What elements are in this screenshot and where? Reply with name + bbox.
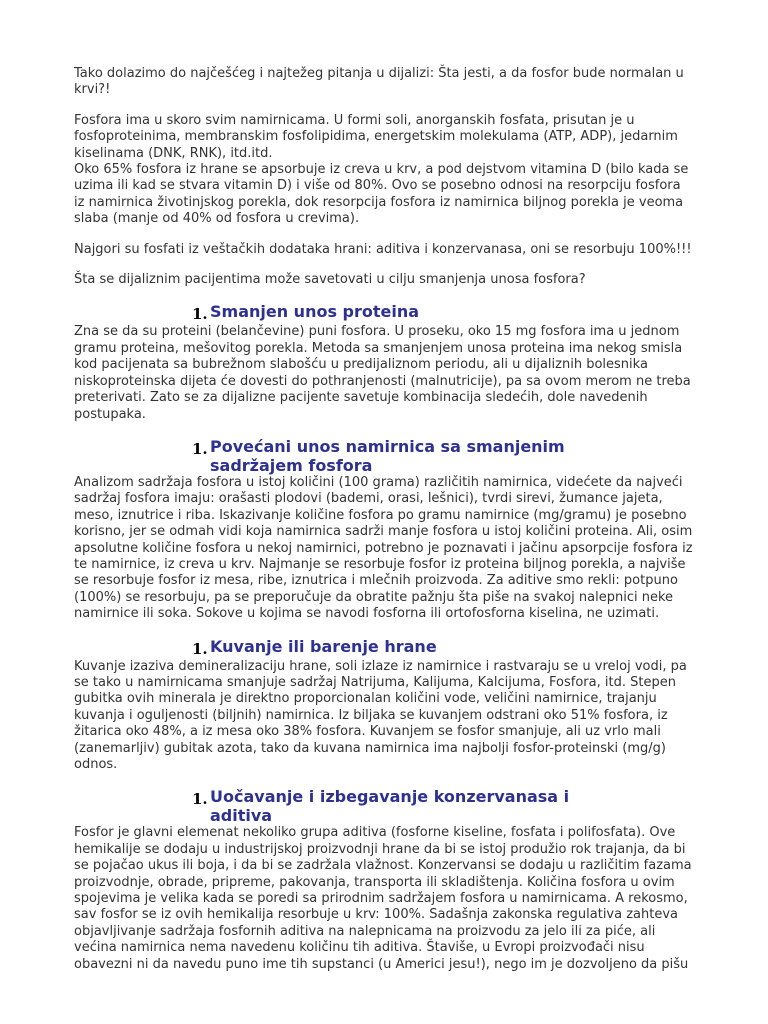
section-number: 1. [192,639,208,658]
section-heading-low-phosphorus-foods [74,437,694,475]
section-body-cooking: Kuvanje izaziva demineralizaciju hrane, soli izlaze iz namirnice i rastvaraju se u vreloj vodi, pa se tako u namirnicama smanjuje sadržaj Natrijuma, Kalijuma, Kalcijuma, Fosfora, itd. Stepen gubitka ovih minerala je direktno proporcionalan količini vode, veličini namirnice, trajanju kuvanja i oguljenosti (biljnih) namirnica. Iz biljaka se kuvanjem odstrani oko 51% fosfora, iz žitarica oko 48%, a iz mesa oko 38% fosfora. Kuvanjem se fosfor smanjuje, ali uz vrlo mali (zanemarljiv) gubitak azota, tako da kuvana namirnica ima najbolji fosfor-proteinski (mg/g) odnos. [74,658,687,772]
intro-paragraph-additives: Najgori su fosfati iz veštačkih dodataka hrani: aditiva i konzervanasa, oni se resorbuju 100%!!! [74,241,692,257]
intro-question: Tako dolazimo do najčešćeg i najtežeg pitanja u dijalizi: Šta jesti, a da fosfor bude normalan u krvi?! [74,66,684,98]
section-number: 1. [192,439,208,458]
section-body-protein: Zna se da su proteini (belančevine) puni fosfora. U proseku, oko 15 mg fosfora ima u jednom gramu proteina, mešovitog porekla. Metoda sa smanjenjem unosa proteina ima nekog smisla kod pacijenata sa bubrežnom slabošću u predijaliznom periodu, ali u dijaliznih bolesnika niskoproteinska dijeta će dovesti do pothranjenosti (malnutricije), pa sa ovom merom ne treba preterivati. Zato se za dijalizne pacijente savetuje kombinacija sledećih, dole navedenih postupaka. [74,324,691,422]
intro-paragraph-question: Šta se dijaliznim pacijentima može savetovati u cilju smanjenja unosa fosfora? [74,272,586,288]
section-number: 1. [192,305,208,324]
section-title: Kuvanje ili barenje hrane [210,636,437,656]
section-title: Povećani unos namirnica sa smanjenim sadržajem fosfora [210,436,565,475]
document-page [74,66,694,973]
section-heading-cooking [74,637,694,659]
section-title: Smanjen unos proteina [210,302,420,322]
section-heading-additives [74,787,694,825]
section-title: Uočavanje i izbegavanje konzervanasa i aditiva [210,787,570,826]
section-body-additives: Fosfor je glavni elemenat nekoliko grupa aditiva (fosforne kiseline, fosfata i polifosfata). Ove hemikalije se dodaju u industrijskoj proizvodnji hrane da bi se istoj produžio rok trajanja, da bi se pojačao ukus ili boja, i da bi se zadržala vlažnost. Konzervansi se dodaju u različitim fazama proizvodnje, obrade, pripreme, pakovanja, transporta ili skladištenja. Količina fosfora u ovim spojevima je velika kada se poredi sa prirodnim sadržajem fosfora u namirnicama. A rekosmo, sav fosfor se iz ovih hemikalija resorbuje u krv: 100%. Sadašnja zakonska regulativa zahteva objavljivanje sadržaja fosfornih aditiva na nalepnicama na proizvodu za jelo ili za piće, ali većina namirnica nema navedenu količinu tih aditiva. Štaviše, u Evropi proizvođači nisu obavezni ni da navedu puno ime tih supstanci (u Americi jesu!), nego im je dozvoljeno da pišu [74,825,692,972]
section-number: 1. [192,790,208,809]
section-body-low-phosphorus-foods: Analizom sadržaja fosfora u istoj količini (100 grama) različitih namirnica, videćete da najveći sadržaj fosfora imaju: orašasti plodovi (bademi, orasi, lešnici), tvrdi sirevi, žumance jajeta, meso, iznutrice i riba. Iskazivanje količine fosfora po gramu namirnice (mg/gramu) je posebno korisno, jer se odmah vidi koja namirnica sadrži manje fosfora u istoj količini proteina. Ali, osim apsolutne količine fosfora u nekoj namirnici, potrebno je poznavati i jačinu apsorpcije fosfora iz te namirnice, iz creva u krv. Najmanje se resorbuje fosfor iz proteina biljnog porekla, a najviše se resorbuje fosfor iz mesa, ribe, iznutrica i mlečnih proizvoda. Za aditive smo rekli: potpuno (100%) se resorbuju, pa se preporučuje da obratite pažnju šta piše na svakoj nalepnici neke namirnice ili soka. Sokove u kojima se navodi fosforna ili ortofosforna kiselina, ne uzimati. [74,474,693,622]
section-heading-protein [74,302,694,324]
intro-paragraph-phosphorus-forms: Fosfora ima u skoro svim namirnicama. U formi soli, anorganskih fosfata, prisutan je u fosfoproteinima, membranskim fosfolipidima, energetskim molekulama (ATP, ADP), jedarnim kiselinama (DNK, RNK), itd.itd. [74,112,678,161]
intro-paragraph-absorption: Oko 65% fosfora iz hrane se apsorbuje iz creva u krv, a pod dejstvom vitamina D (bilo kada se uzima ili kad se stvara vitamin D) i više od 80%. Ovo se posebno odnosi na resorpciju fosfora iz namirnica životinjskog porekla, dok resorpcija fosfora iz namirnica biljnog porekla je veoma slaba (manje od 40% od fosfora u crevima). [74,162,689,227]
